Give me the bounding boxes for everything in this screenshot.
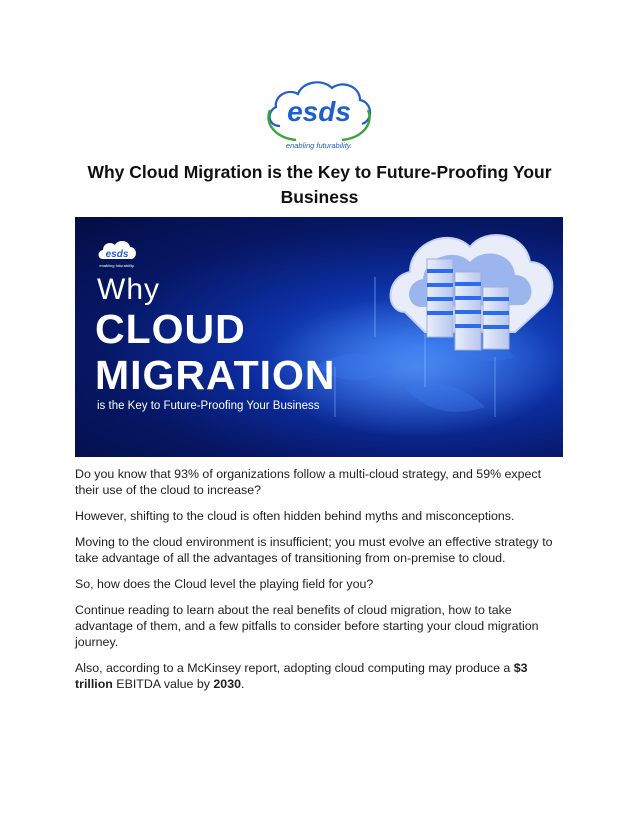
server-stack-3 bbox=[483, 287, 509, 349]
bold-year: 2030 bbox=[213, 677, 241, 691]
article-body bbox=[75, 466, 563, 702]
banner-logo-wordmark: esds bbox=[105, 249, 129, 260]
paragraph: Continue reading to learn about the real benefits of cloud migration, how to take advantage of them, and a few pitfalls to consider before starting your cloud migration journey. bbox=[75, 603, 539, 649]
text-span: Also, according to a McKinsey report, adopting cloud computing may produce a bbox=[75, 661, 514, 675]
paragraph-mckinsey bbox=[75, 660, 563, 692]
paragraph: So, how does the Cloud level the playing field for you? bbox=[75, 577, 374, 591]
esds-logo bbox=[262, 74, 377, 154]
hero-banner bbox=[75, 217, 563, 457]
paragraph: Moving to the cloud environment is insufficient; you must evolve an effective strategy to take advantage of all the advantages of transitioning from on-premise to cloud. bbox=[75, 535, 553, 565]
page-title: Why Cloud Migration is the Key to Future-Proofing Your Business bbox=[87, 162, 552, 207]
banner-line-why: Why bbox=[97, 273, 160, 306]
banner-logo-tagline: enabling futurability. bbox=[99, 263, 135, 268]
paragraph: Do you know that 93% of organizations follow a multi-cloud strategy, and 59% expect their use of the cloud to increase? bbox=[75, 467, 542, 497]
esds-logo-graphic bbox=[262, 74, 377, 154]
server-stack-2 bbox=[455, 272, 481, 350]
paragraph: However, shifting to the cloud is often hidden behind myths and misconceptions. bbox=[75, 509, 515, 523]
server-stack-1 bbox=[427, 259, 453, 337]
bold-figure: $3 trillion bbox=[75, 661, 528, 691]
logo-wordmark: esds bbox=[287, 96, 351, 127]
banner-subtitle: is the Key to Future-Proofing Your Business bbox=[97, 400, 320, 412]
logo-tagline: enabling futurability. bbox=[285, 141, 353, 150]
text-span: . bbox=[240, 677, 245, 691]
text-span: EBITDA value by bbox=[112, 677, 214, 691]
banner-esds-logo bbox=[95, 237, 139, 271]
banner-line-cloud: CLOUD bbox=[95, 306, 246, 352]
banner-line-migration: MIGRATION bbox=[95, 352, 336, 398]
